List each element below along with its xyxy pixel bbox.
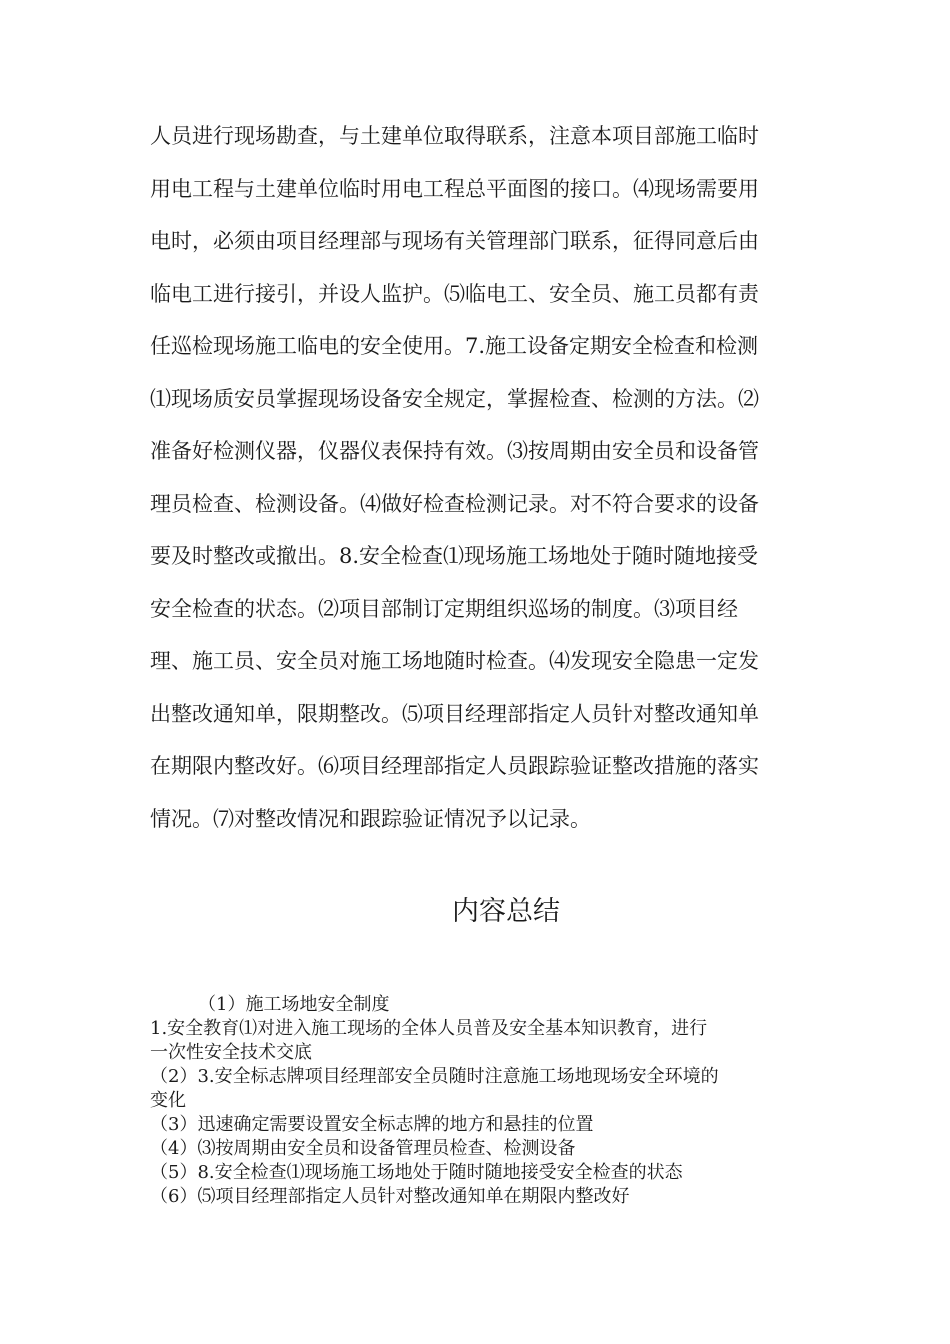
body-line-6: ⑴现场质安员掌握现场设备安全规定，掌握检查、检测的方法。⑵ [150,386,759,411]
body-line-13: 在期限内整改好。⑹项目经理部指定人员跟踪验证整改措施的落实 [150,754,759,778]
summary-line-2: 1.安全教育⑴对进入施工现场的全体人员普及安全基本知识教育，进行 [150,1018,708,1039]
body-line-1: 人员进行现场勘查，与土建单位取得联系，注意本项目部施工临时 [150,124,759,148]
body-line-5: 任巡检现场施工临电的安全使用。7.施工设备定期安全检查和检测 [150,334,759,358]
body-line-14: 情况。⑺对整改情况和跟踪验证情况予以记录。 [150,806,591,831]
body-line-4: 临电工进行接引，并设人监护。⑸临电工、安全员、施工员都有责 [150,281,759,306]
body-line-3: 电时，必须由项目经理部与现场有关管理部门联系，征得同意后由 [150,229,759,253]
body-line-9: 要及时整改或撤出。8.安全检查⑴现场施工场地处于随时随地接受 [150,544,759,568]
summary-line-1: （1）施工场地安全制度 [198,994,390,1015]
body-line-11: 理、施工员、安全员对施工场地随时检查。⑷发现安全隐患一定发 [150,649,759,673]
body-line-7: 准备好检测仪器，仪器仪表保持有效。⑶按周期由安全员和设备管 [150,439,759,463]
body-paragraph [150,118,802,853]
summary-line-9: （6）⑸项目经理部指定人员针对整改通知单在期限内整改好 [150,1186,630,1207]
summary-line-4: （2）3.安全标志牌项目经理部安全员随时注意施工场地现场安全环境的 [150,1066,719,1087]
summary-line-3: 一次性安全技术交底 [150,1042,312,1063]
summary-line-8: （5）8.安全检查⑴现场施工场地处于随时随地接受安全检查的状态 [150,1162,683,1183]
summary-title: 内容总结 [452,896,560,927]
body-line-8: 理员检查、检测设备。⑷做好检查检测记录。对不符合要求的设备 [150,491,759,516]
summary-line-6: （3）迅速确定需要设置安全标志牌的地方和悬挂的位置 [150,1114,594,1135]
summary-line-5: 变化 [150,1090,186,1111]
body-line-10: 安全检查的状态。⑵项目部制订定期组织巡场的制度。⑶项目经 [150,596,738,621]
body-line-12: 出整改通知单，限期整改。⑸项目经理部指定人员针对整改通知单 [150,701,759,726]
summary-line-7: （4）⑶按周期由安全员和设备管理员检查、检测设备 [150,1138,576,1159]
summary-list [150,993,810,1209]
body-line-2: 用电工程与土建单位临时用电工程总平面图的接口。⑷现场需要用 [150,176,759,201]
